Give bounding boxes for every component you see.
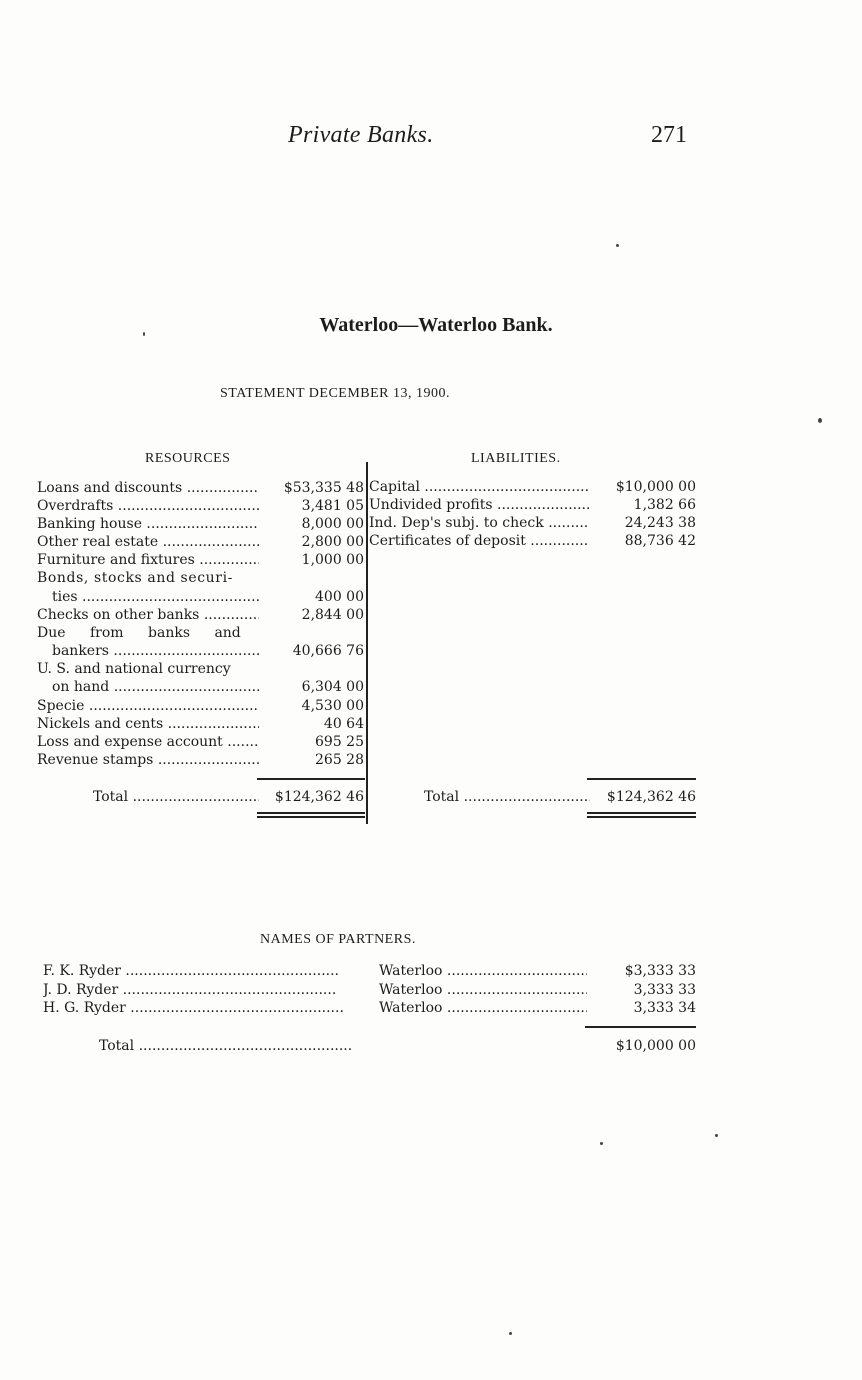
bank-title: Waterloo—Waterloo Bank. — [319, 314, 553, 336]
resource-label: Other real estate ..... — [37, 534, 259, 550]
liabilities-double-rule — [587, 816, 696, 818]
partner-residence: Waterloo ..... — [379, 1000, 587, 1016]
resources-total-amount: $124,362 46 — [274, 789, 364, 805]
partners-total-amount: $10,000 00 — [615, 1038, 696, 1054]
scan-speck — [600, 1142, 603, 1145]
resource-amount: 265 28 — [315, 752, 364, 768]
resource-amount: 2,800 00 — [301, 534, 364, 550]
liability-label: Capital ..... — [369, 479, 589, 495]
resource-amount: 40 64 — [323, 716, 364, 732]
liabilities-total-rule — [587, 778, 696, 780]
resources-total-rule — [257, 778, 365, 780]
scan-speck — [715, 1134, 718, 1137]
resource-label-continued: ties ..... — [52, 589, 259, 605]
resource-amount: 3,481 05 — [301, 498, 364, 514]
partner-amount: $3,333 33 — [624, 963, 696, 979]
resources-total-label: Total ..... — [93, 789, 259, 805]
resource-label: Due from banks and — [37, 625, 241, 641]
liabilities-double-rule — [587, 812, 696, 814]
scan-speck — [616, 244, 619, 247]
resource-amount: 1,000 00 — [301, 552, 364, 568]
resource-amount: 400 00 — [315, 589, 364, 605]
statement-date: STATEMENT DECEMBER 13, 1900. — [220, 386, 451, 401]
resource-label: Furniture and fixtures ..... — [37, 552, 259, 568]
resources-double-rule — [257, 816, 365, 818]
liability-amount: 1,382 66 — [633, 497, 696, 513]
resource-label: Banking house ..... — [37, 516, 259, 532]
resource-label-continued: on hand ..... — [52, 679, 259, 695]
resource-label-continued: bankers ..... — [52, 643, 259, 659]
liabilities-total-amount: $124,362 46 — [606, 789, 696, 805]
scan-speck — [818, 418, 822, 423]
page-number: 271 — [651, 122, 687, 148]
resource-amount: 6,304 00 — [301, 679, 364, 695]
column-divider — [366, 462, 368, 824]
partners-total-label: Total ..... — [99, 1038, 589, 1054]
liability-label: Ind. Dep's subj. to check ..... — [369, 515, 589, 531]
resource-label: U. S. and national currency — [37, 661, 231, 677]
liabilities-heading: LIABILITIES. — [471, 451, 561, 466]
partners-total-rule — [585, 1026, 696, 1028]
partner-amount: 3,333 33 — [633, 982, 696, 998]
resource-label: Specie ..... — [37, 698, 259, 714]
partner-residence: Waterloo ..... — [379, 963, 587, 979]
resources-heading: RESOURCES — [145, 451, 231, 466]
resource-label: Loans and discounts ..... — [37, 480, 259, 496]
liability-amount: 88,736 42 — [624, 533, 696, 549]
scan-speck — [143, 332, 145, 336]
resource-amount: 40,666 76 — [292, 643, 364, 659]
partner-name: F. K. Ryder ..... — [43, 963, 367, 979]
scan-speck — [509, 1332, 512, 1335]
liability-amount: $10,000 00 — [615, 479, 696, 495]
partners-heading: NAMES OF PARTNERS. — [260, 932, 416, 947]
partner-name: J. D. Ryder ..... — [43, 982, 367, 998]
resource-label: Overdrafts ..... — [37, 498, 259, 514]
resources-double-rule — [257, 812, 365, 814]
liability-amount: 24,243 38 — [624, 515, 696, 531]
partner-name: H. G. Ryder ..... — [43, 1000, 367, 1016]
resource-label: Loss and expense account ..... — [37, 734, 259, 750]
resource-label: Bonds, stocks and securi- — [37, 570, 233, 586]
partner-residence: Waterloo ..... — [379, 982, 587, 998]
resource-amount: 2,844 00 — [301, 607, 364, 623]
resource-label: Checks on other banks ..... — [37, 607, 259, 623]
resource-label: Nickels and cents ..... — [37, 716, 259, 732]
resource-amount: 4,530 00 — [301, 698, 364, 714]
resource-amount: $53,335 48 — [283, 480, 364, 496]
resource-amount: 695 25 — [315, 734, 364, 750]
liability-label: Undivided profits ..... — [369, 497, 589, 513]
liability-label: Certificates of deposit ..... — [369, 533, 589, 549]
partner-amount: 3,333 34 — [633, 1000, 696, 1016]
running-title: Private Banks. — [288, 122, 434, 148]
resource-amount: 8,000 00 — [301, 516, 364, 532]
liabilities-total-label: Total ..... — [424, 789, 590, 805]
resource-label: Revenue stamps ..... — [37, 752, 259, 768]
